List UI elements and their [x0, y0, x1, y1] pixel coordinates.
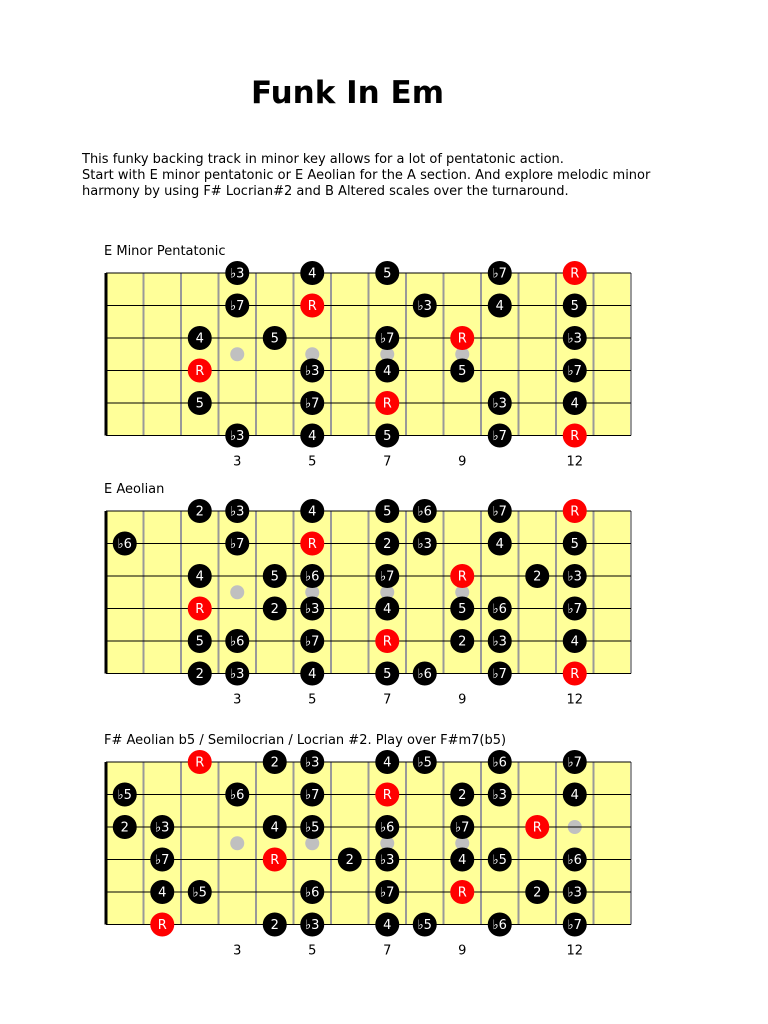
scale-note-dot — [563, 391, 587, 415]
note-label: ♭7 — [380, 569, 395, 585]
scale-note-dot — [375, 532, 399, 556]
scale-note-dot — [375, 261, 399, 285]
note-label: ♭6 — [230, 634, 245, 650]
note-label: 4 — [195, 331, 204, 347]
note-label: R — [195, 755, 205, 771]
scale-note-dot — [375, 326, 399, 350]
note-label: 2 — [533, 569, 542, 585]
note-label: ♭6 — [492, 602, 507, 617]
scale-note-dot — [188, 391, 212, 415]
fret-number-label: 7 — [383, 454, 392, 470]
scale-note-dot — [488, 913, 512, 937]
scale-note-dot — [563, 564, 587, 588]
scale-note-dot — [413, 532, 437, 556]
note-label: 4 — [495, 537, 504, 552]
scale-note-dot — [563, 750, 587, 774]
note-label: 4 — [270, 820, 279, 836]
note-label: ♭3 — [305, 602, 320, 617]
scale-note-dot — [375, 597, 399, 621]
scale-note-dot — [413, 499, 437, 523]
note-label: 5 — [570, 537, 579, 552]
scale-note-dot — [375, 359, 399, 383]
note-label: 5 — [570, 299, 579, 314]
note-label: ♭5 — [305, 820, 320, 836]
scale-note-dot — [188, 564, 212, 588]
note-label: 2 — [270, 918, 279, 933]
note-label: ♭7 — [492, 266, 507, 282]
scale-note-dot — [450, 815, 474, 839]
scale-note-dot — [113, 783, 137, 807]
root-note-dot — [375, 783, 399, 807]
note-label: 4 — [308, 504, 317, 520]
intro-line: harmony by using F# Locrian#2 and B Altered scales over the turnaround. — [82, 184, 569, 199]
note-label: ♭6 — [567, 853, 582, 868]
scale-note-dot — [225, 261, 249, 285]
scale-note-dot — [488, 597, 512, 621]
fret-number-label: 9 — [458, 692, 467, 708]
note-label: ♭6 — [417, 667, 432, 682]
scale-note-dot — [300, 783, 324, 807]
note-label: 4 — [383, 755, 392, 771]
scale-note-dot — [188, 499, 212, 523]
note-label: ♭3 — [230, 266, 245, 282]
page-title: Funk In Em — [250, 75, 445, 111]
note-label: 2 — [270, 602, 279, 617]
scale-note-dot — [413, 294, 437, 318]
scale-note-dot — [263, 815, 287, 839]
scale-note-dot — [525, 564, 549, 588]
note-label: ♭7 — [380, 885, 395, 901]
scale-note-dot — [563, 359, 587, 383]
note-label: ♭3 — [230, 504, 245, 520]
note-label: ♭7 — [567, 602, 582, 617]
scale-note-dot — [150, 815, 174, 839]
scale-note-dot — [563, 326, 587, 350]
scale-note-dot — [488, 750, 512, 774]
fret-number-label: 5 — [308, 943, 317, 959]
note-label: ♭5 — [192, 885, 207, 901]
fret-number-label: 9 — [458, 454, 467, 470]
note-label: ♭3 — [305, 918, 320, 933]
scale-note-dot — [488, 499, 512, 523]
note-label: ♭5 — [492, 853, 507, 868]
scale-note-dot — [263, 564, 287, 588]
scale-note-dot — [375, 564, 399, 588]
note-label: 4 — [383, 364, 392, 379]
scale-note-dot — [188, 326, 212, 350]
scale-note-dot — [150, 880, 174, 904]
note-label: R — [307, 537, 317, 552]
note-label: R — [457, 331, 467, 347]
root-note-dot — [150, 913, 174, 937]
scale-note-dot — [563, 294, 587, 318]
scale-note-dot — [225, 662, 249, 686]
scale-note-dot — [300, 499, 324, 523]
note-label: ♭7 — [230, 299, 245, 314]
fret-number-label: 12 — [566, 943, 584, 959]
scale-note-dot — [488, 391, 512, 415]
scale-note-dot — [413, 750, 437, 774]
scale-note-dot — [300, 261, 324, 285]
note-label: 4 — [383, 602, 392, 617]
root-note-dot — [450, 880, 474, 904]
scale-note-dot — [188, 629, 212, 653]
scale-note-dot — [563, 913, 587, 937]
fretboard-e-aeolian — [0, 496, 768, 706]
fret-number-label: 7 — [383, 943, 392, 959]
note-label: ♭3 — [230, 667, 245, 682]
fret-number-label: 3 — [233, 943, 242, 959]
scale-note-dot — [563, 629, 587, 653]
note-label: 5 — [383, 429, 392, 444]
note-label: 5 — [195, 634, 204, 650]
note-label: 2 — [458, 634, 467, 650]
diagram-label-f-sharp-locrian-2: F# Aeolian b5 / Semilocrian / Locrian #2. Play over F#m7(b5) — [104, 733, 507, 748]
note-label: ♭7 — [305, 788, 320, 803]
note-label: 2 — [345, 853, 354, 868]
note-label: R — [382, 634, 392, 650]
note-label: 4 — [308, 429, 317, 444]
root-note-dot — [525, 815, 549, 839]
note-label: 4 — [308, 667, 317, 682]
scale-note-dot — [488, 662, 512, 686]
note-label: ♭3 — [155, 820, 170, 836]
note-label: ♭6 — [417, 504, 432, 520]
scale-note-dot — [413, 662, 437, 686]
scale-note-dot — [375, 662, 399, 686]
scale-note-dot — [300, 880, 324, 904]
root-note-dot — [375, 629, 399, 653]
note-label: ♭5 — [117, 788, 132, 803]
note-label: 5 — [383, 266, 392, 282]
scale-note-dot — [488, 261, 512, 285]
scale-note-dot — [225, 499, 249, 523]
note-label: R — [570, 266, 580, 282]
note-label: ♭5 — [417, 755, 432, 771]
note-label: R — [457, 569, 467, 585]
note-label: 2 — [383, 537, 392, 552]
scale-note-dot — [563, 783, 587, 807]
scale-note-dot — [450, 597, 474, 621]
scale-note-dot — [300, 913, 324, 937]
note-label: 5 — [270, 331, 279, 347]
note-label: 5 — [270, 569, 279, 585]
note-label: 4 — [158, 885, 167, 901]
note-label: ♭6 — [380, 820, 395, 836]
scale-note-dot — [525, 880, 549, 904]
scale-note-dot — [188, 880, 212, 904]
scale-note-dot — [375, 750, 399, 774]
scale-note-dot — [300, 391, 324, 415]
scale-note-dot — [488, 848, 512, 872]
note-label: ♭7 — [455, 820, 470, 836]
scale-note-dot — [450, 359, 474, 383]
scale-note-dot — [263, 750, 287, 774]
note-label: ♭7 — [492, 504, 507, 520]
note-label: R — [382, 396, 392, 412]
note-label: ♭3 — [230, 429, 245, 444]
root-note-dot — [188, 750, 212, 774]
root-note-dot — [450, 564, 474, 588]
note-label: ♭7 — [567, 755, 582, 771]
scale-note-dot — [563, 848, 587, 872]
scale-note-dot — [300, 359, 324, 383]
scale-note-dot — [375, 880, 399, 904]
note-label: ♭7 — [155, 853, 170, 868]
note-label: 4 — [195, 569, 204, 585]
root-note-dot — [300, 294, 324, 318]
note-label: R — [457, 885, 467, 901]
scale-note-dot — [300, 597, 324, 621]
scale-note-dot — [488, 532, 512, 556]
note-label: 4 — [570, 788, 579, 803]
fret-number-label: 3 — [233, 692, 242, 708]
note-label: 4 — [458, 853, 467, 868]
note-label: ♭6 — [117, 537, 132, 552]
note-label: ♭7 — [492, 667, 507, 682]
diagram-label-e-aeolian: E Aeolian — [104, 482, 165, 497]
fret-inlay-marker — [230, 836, 244, 850]
note-label: 5 — [383, 504, 392, 520]
note-label: R — [195, 602, 205, 617]
scale-note-dot — [300, 424, 324, 448]
scale-note-dot — [225, 532, 249, 556]
note-label: 2 — [120, 820, 129, 836]
fretboard-f-sharp-locrian-2 — [0, 747, 768, 957]
scale-note-dot — [300, 564, 324, 588]
scale-note-dot — [113, 532, 137, 556]
root-note-dot — [263, 848, 287, 872]
note-label: 2 — [458, 788, 467, 803]
scale-note-dot — [300, 750, 324, 774]
note-label: 4 — [308, 266, 317, 282]
note-label: 2 — [195, 504, 204, 520]
scale-note-dot — [263, 913, 287, 937]
note-label: R — [570, 667, 580, 682]
scale-note-dot — [300, 662, 324, 686]
note-label: R — [195, 364, 205, 379]
note-label: 2 — [533, 885, 542, 901]
note-label: 4 — [570, 634, 579, 650]
note-label: R — [270, 853, 280, 868]
scale-note-dot — [375, 424, 399, 448]
scale-note-dot — [113, 815, 137, 839]
note-label: ♭7 — [380, 331, 395, 347]
note-label: 2 — [195, 667, 204, 682]
note-label: ♭3 — [417, 537, 432, 552]
note-label: ♭7 — [305, 634, 320, 650]
note-label: ♭3 — [492, 788, 507, 803]
scale-note-dot — [375, 499, 399, 523]
scale-note-dot — [375, 913, 399, 937]
scale-note-dot — [150, 848, 174, 872]
scale-note-dot — [488, 629, 512, 653]
note-label: ♭7 — [492, 429, 507, 444]
note-label: ♭3 — [492, 396, 507, 412]
scale-note-dot — [225, 424, 249, 448]
note-label: ♭3 — [305, 755, 320, 771]
root-note-dot — [563, 261, 587, 285]
root-note-dot — [563, 662, 587, 686]
note-label: 5 — [458, 364, 467, 379]
scale-note-dot — [563, 597, 587, 621]
note-label: ♭7 — [305, 396, 320, 412]
fret-number-label: 12 — [566, 692, 584, 708]
scale-note-dot — [300, 815, 324, 839]
note-label: 4 — [570, 396, 579, 412]
note-label: ♭6 — [305, 569, 320, 585]
note-label: R — [570, 504, 580, 520]
root-note-dot — [188, 359, 212, 383]
note-label: ♭3 — [492, 634, 507, 650]
scale-note-dot — [300, 629, 324, 653]
note-label: 5 — [195, 396, 204, 412]
scale-note-dot — [488, 424, 512, 448]
scale-note-dot — [413, 913, 437, 937]
scale-note-dot — [338, 848, 362, 872]
root-note-dot — [450, 326, 474, 350]
note-label: ♭6 — [230, 788, 245, 803]
scale-note-dot — [488, 294, 512, 318]
scale-note-dot — [263, 597, 287, 621]
root-note-dot — [375, 391, 399, 415]
scale-note-dot — [225, 629, 249, 653]
note-label: ♭5 — [417, 918, 432, 933]
fret-number-label: 9 — [458, 943, 467, 959]
note-label: ♭7 — [567, 364, 582, 379]
intro-text — [82, 152, 650, 200]
root-note-dot — [300, 532, 324, 556]
note-label: ♭3 — [567, 331, 582, 347]
fret-number-label: 5 — [308, 454, 317, 470]
scale-note-dot — [563, 880, 587, 904]
note-label: R — [570, 429, 580, 444]
note-label: ♭6 — [305, 885, 320, 901]
fret-number-label: 3 — [233, 454, 242, 470]
note-label: R — [382, 788, 392, 803]
note-label: ♭7 — [230, 537, 245, 552]
fret-number-label: 5 — [308, 692, 317, 708]
note-label: 2 — [270, 755, 279, 771]
note-label: 4 — [383, 918, 392, 933]
note-label: 5 — [458, 602, 467, 617]
diagram-label-e-minor-pentatonic: E Minor Pentatonic — [104, 244, 226, 259]
note-label: 4 — [495, 299, 504, 314]
scale-note-dot — [375, 815, 399, 839]
scale-note-dot — [225, 783, 249, 807]
fret-inlay-marker — [230, 585, 244, 599]
root-note-dot — [563, 424, 587, 448]
note-label: 5 — [383, 667, 392, 682]
root-note-dot — [188, 597, 212, 621]
note-label: R — [307, 299, 317, 314]
note-label: ♭6 — [492, 755, 507, 771]
scale-note-dot — [225, 294, 249, 318]
note-label: ♭3 — [305, 364, 320, 379]
root-note-dot — [563, 499, 587, 523]
note-label: ♭7 — [567, 918, 582, 933]
scale-note-dot — [450, 848, 474, 872]
intro-line: Start with E minor pentatonic or E Aeolian for the A section. And explore melodic minor — [82, 168, 651, 183]
note-label: ♭3 — [417, 299, 432, 314]
fret-inlay-marker — [230, 347, 244, 361]
scale-note-dot — [563, 532, 587, 556]
note-label: R — [532, 820, 542, 836]
scale-note-dot — [450, 629, 474, 653]
scale-note-dot — [375, 848, 399, 872]
fret-number-label: 7 — [383, 692, 392, 708]
fret-number-label: 12 — [566, 454, 584, 470]
note-label: ♭3 — [380, 853, 395, 868]
fretboard-e-minor-pentatonic — [0, 258, 768, 468]
note-label: R — [157, 918, 167, 933]
intro-line: This funky backing track in minor key allows for a lot of pentatonic action. — [82, 152, 564, 167]
note-label: ♭3 — [567, 569, 582, 585]
scale-note-dot — [488, 783, 512, 807]
scale-note-dot — [263, 326, 287, 350]
scale-note-dot — [450, 783, 474, 807]
note-label: ♭3 — [567, 885, 582, 901]
scale-note-dot — [188, 662, 212, 686]
note-label: ♭6 — [492, 918, 507, 933]
